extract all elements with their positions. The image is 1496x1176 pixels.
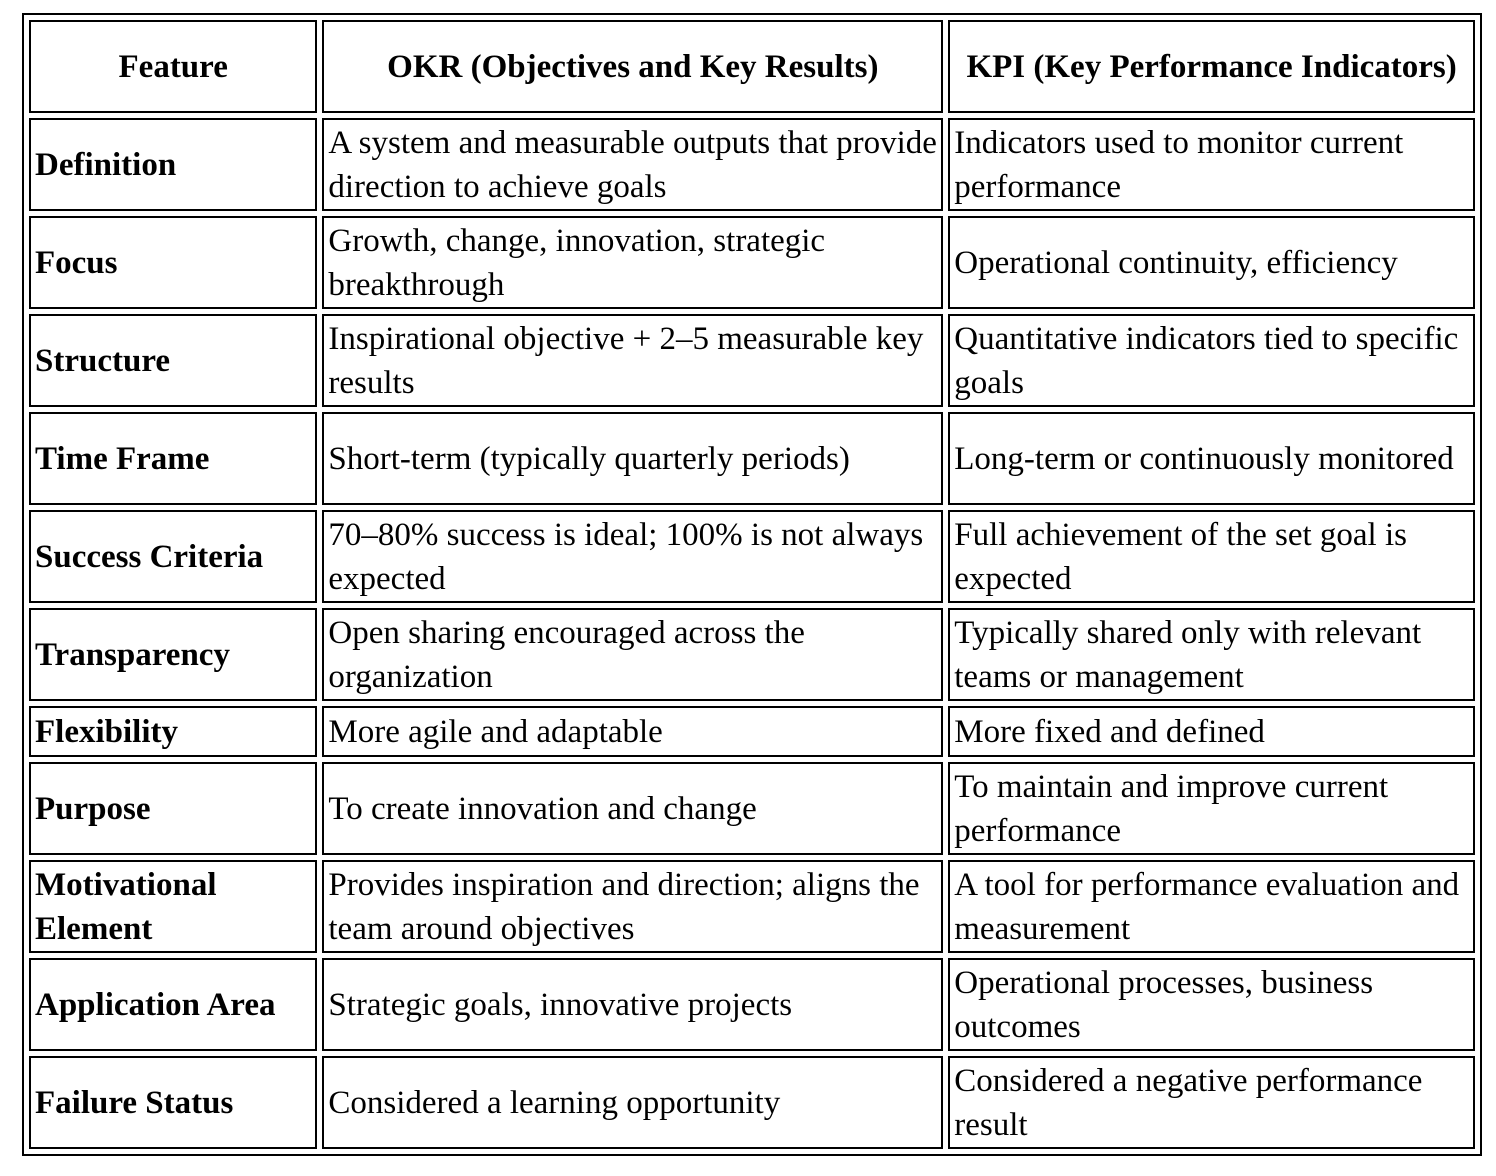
feature-cell: Flexibility — [29, 706, 317, 757]
comparison-table-container — [22, 13, 1482, 1156]
okr-cell: Growth, change, innovation, strategic breakthrough — [322, 216, 943, 309]
table-row — [29, 412, 1475, 505]
table-row — [29, 314, 1475, 407]
okr-cell: More agile and adaptable — [322, 706, 943, 757]
kpi-cell: Operational continuity, efficiency — [948, 216, 1475, 309]
table-row — [29, 860, 1475, 953]
table-row — [29, 1056, 1475, 1149]
feature-cell: Definition — [29, 118, 317, 211]
kpi-cell: Considered a negative performance result — [948, 1056, 1475, 1149]
table-row — [29, 216, 1475, 309]
kpi-cell: To maintain and improve current performance — [948, 762, 1475, 855]
okr-cell: Provides inspiration and direction; aligns the team around objectives — [322, 860, 943, 953]
feature-cell: Structure — [29, 314, 317, 407]
feature-cell: Focus — [29, 216, 317, 309]
kpi-cell: More fixed and defined — [948, 706, 1475, 757]
feature-cell: Success Criteria — [29, 510, 317, 603]
header-kpi: KPI (Key Performance Indicators) — [948, 20, 1475, 113]
header-okr: OKR (Objectives and Key Results) — [322, 20, 943, 113]
okr-cell: To create innovation and change — [322, 762, 943, 855]
okr-cell: 70–80% success is ideal; 100% is not always expected — [322, 510, 943, 603]
feature-cell: Transparency — [29, 608, 317, 701]
table-row — [29, 118, 1475, 211]
feature-cell: Purpose — [29, 762, 317, 855]
kpi-cell: Quantitative indicators tied to specific goals — [948, 314, 1475, 407]
okr-cell: Considered a learning opportunity — [322, 1056, 943, 1149]
kpi-cell: Typically shared only with relevant teams or management — [948, 608, 1475, 701]
okr-cell: Strategic goals, innovative projects — [322, 958, 943, 1051]
feature-cell: Failure Status — [29, 1056, 317, 1149]
table-row — [29, 510, 1475, 603]
kpi-cell: Full achievement of the set goal is expected — [948, 510, 1475, 603]
header-feature: Feature — [29, 20, 317, 113]
kpi-cell: Indicators used to monitor current performance — [948, 118, 1475, 211]
okr-cell: Short-term (typically quarterly periods) — [322, 412, 943, 505]
okr-kpi-comparison-table — [22, 13, 1482, 1156]
table-header-row — [29, 20, 1475, 113]
kpi-cell: Operational processes, business outcomes — [948, 958, 1475, 1051]
okr-cell: Open sharing encouraged across the organization — [322, 608, 943, 701]
feature-cell: Time Frame — [29, 412, 317, 505]
table-row — [29, 762, 1475, 855]
feature-cell: Motivational Element — [29, 860, 317, 953]
okr-cell: A system and measurable outputs that provide direction to achieve goals — [322, 118, 943, 211]
table-row — [29, 608, 1475, 701]
kpi-cell: Long-term or continuously monitored — [948, 412, 1475, 505]
feature-cell: Application Area — [29, 958, 317, 1051]
table-row — [29, 958, 1475, 1051]
kpi-cell: A tool for performance evaluation and measurement — [948, 860, 1475, 953]
table-row — [29, 706, 1475, 757]
okr-cell: Inspirational objective + 2–5 measurable key results — [322, 314, 943, 407]
